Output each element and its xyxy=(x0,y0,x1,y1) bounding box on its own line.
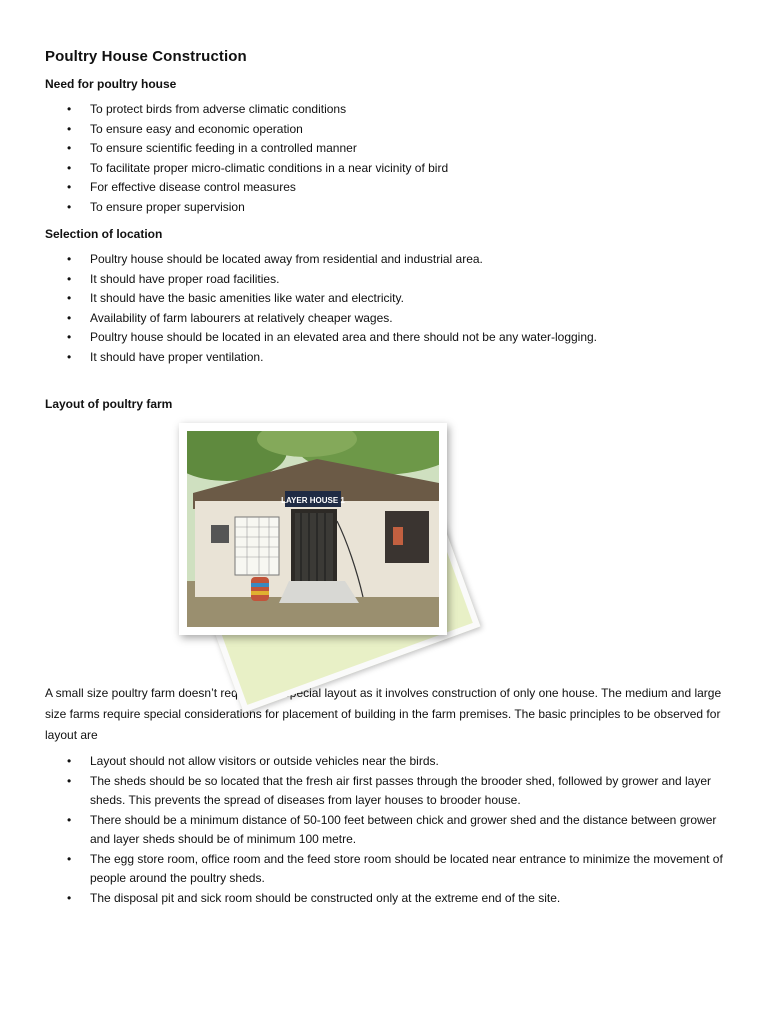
list-item: • For effective disease control measures xyxy=(45,178,725,198)
list-item: • It should have proper ventilation. xyxy=(45,348,725,368)
list-item: • The disposal pit and sick room should be constructed only at the extreme end of the site. xyxy=(45,889,725,909)
page-title: Poultry House Construction xyxy=(45,48,247,65)
list-item: • Poultry house should be located away from residential and industrial area. xyxy=(45,250,725,270)
list-item: • To facilitate proper micro-climatic conditions in a near vicinity of bird xyxy=(45,159,725,179)
list-item: • It should have proper road facilities. xyxy=(45,270,725,290)
list-item: • There should be a minimum distance of 50-100 feet between chick and grower shed and the distance between grower and layer sheds should be of minimum 100 metre. xyxy=(45,811,725,850)
layer-house-photo-figure xyxy=(175,423,475,683)
svg-text:LAYER HOUSE 1: LAYER HOUSE 1 xyxy=(281,496,345,505)
list-item: • Availability of farm labourers at relatively cheaper wages. xyxy=(45,309,725,329)
list-item: • To ensure easy and economic operation xyxy=(45,120,725,140)
list-item: • To protect birds from adverse climatic conditions xyxy=(45,100,725,120)
list-item: • The sheds should be so located that the fresh air first passes through the brooder shed, followed by grower and layer sheds. This prevents the spread of diseases from layer houses to brooder house. xyxy=(45,772,725,811)
location-list xyxy=(45,250,725,367)
section-heading-location: Selection of location xyxy=(45,227,163,241)
need-list xyxy=(45,100,725,217)
section-heading-layout: Layout of poultry farm xyxy=(45,397,173,411)
list-item: • Layout should not allow visitors or outside vehicles near the birds. xyxy=(45,752,725,772)
list-item: • The egg store room, office room and the feed store room should be located near entrance to minimize the movement of people around the poultry sheds. xyxy=(45,850,725,889)
document-page xyxy=(45,48,725,908)
list-item: • To ensure proper supervision xyxy=(45,198,725,218)
list-item: • Poultry house should be located in an elevated area and there should not be any water-logging. xyxy=(45,328,725,348)
layout-principles-list xyxy=(45,752,725,908)
layer-house-photo xyxy=(179,423,447,635)
list-item: • It should have the basic amenities like water and electricity. xyxy=(45,289,725,309)
layout-paragraph: A small size poultry farm doesn’t require any special layout as it involves construction of only one house. The medium and large size farms require special considerations for placement of building in the farm premises. The basic principles to be observed for layout are xyxy=(45,686,722,742)
list-item: • To ensure scientific feeding in a controlled manner xyxy=(45,139,725,159)
section-heading-need: Need for poultry house xyxy=(45,77,177,91)
